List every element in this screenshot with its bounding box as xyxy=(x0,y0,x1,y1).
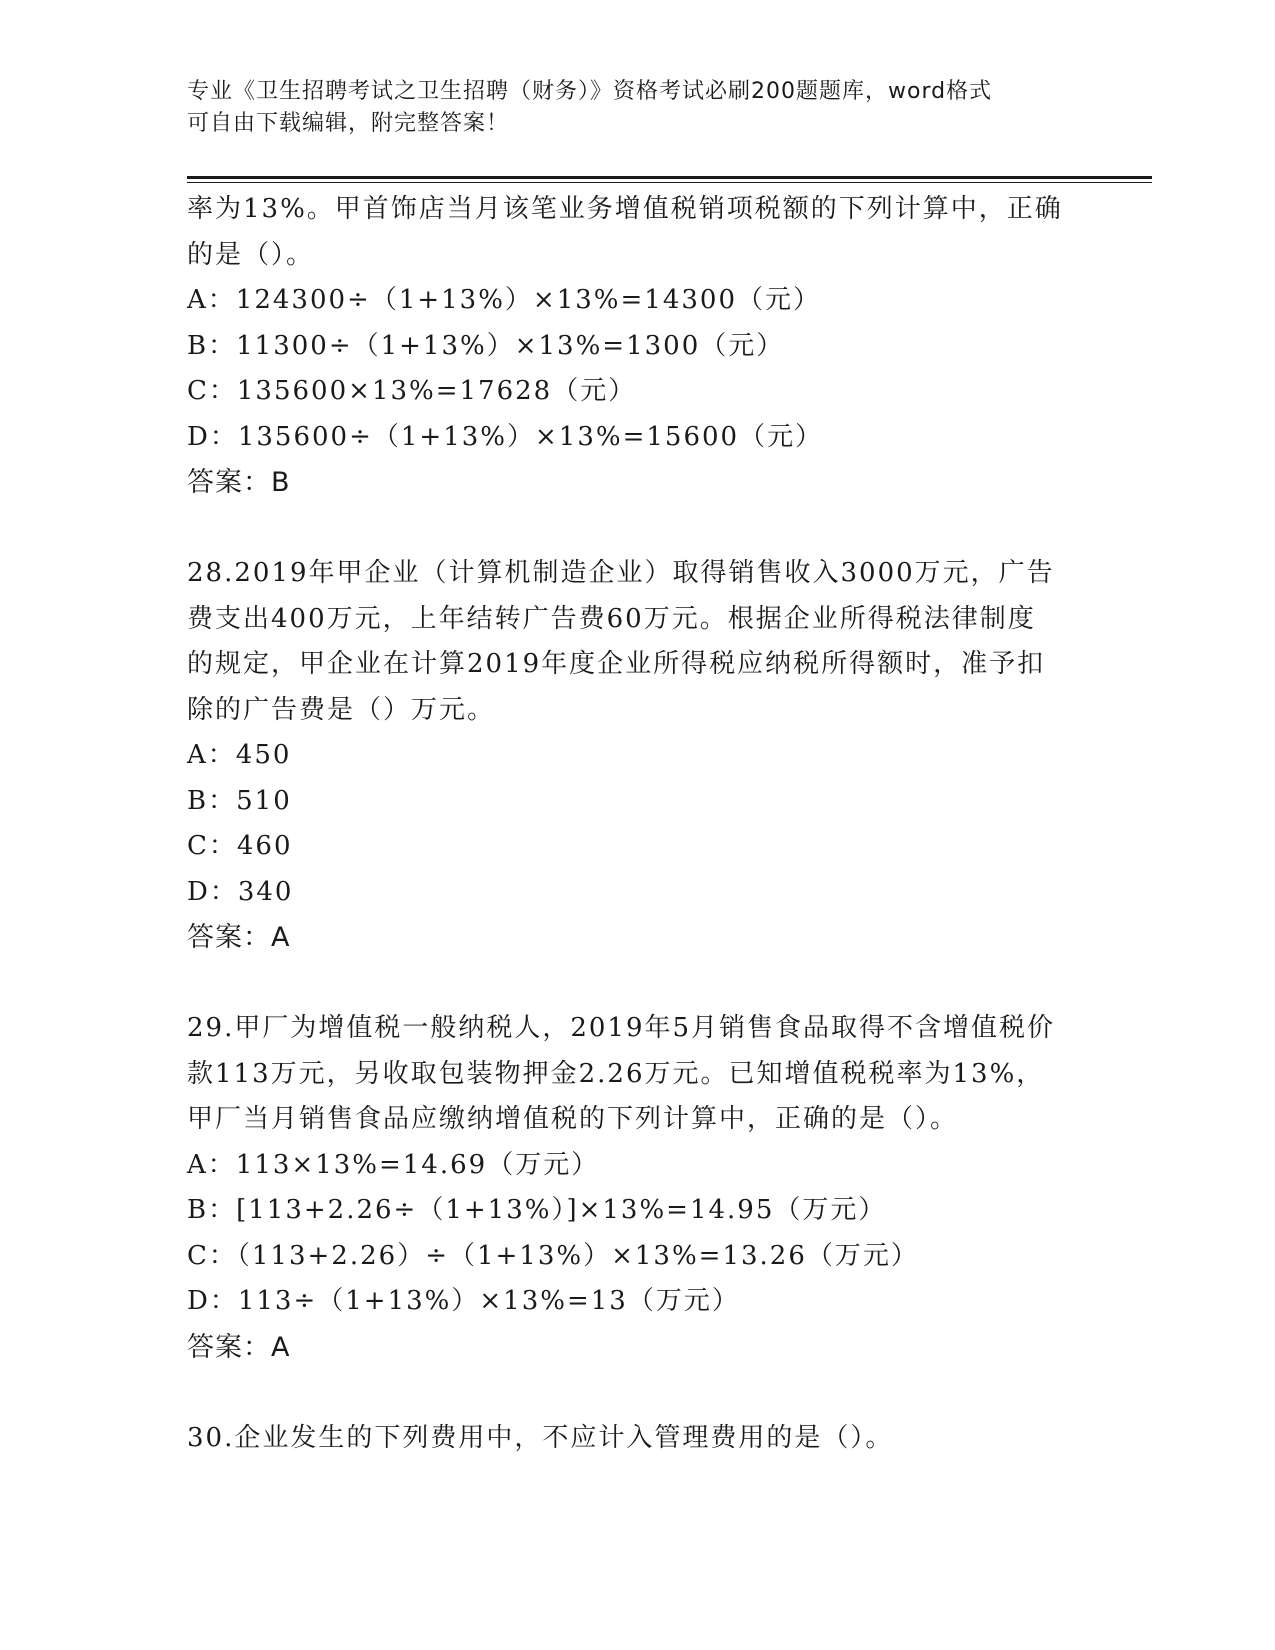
option-a: A：450 xyxy=(187,740,292,770)
option-d: D：113÷（1+13%）×13%=13（万元） xyxy=(187,1286,740,1316)
document-header xyxy=(187,76,1087,140)
question-28 xyxy=(187,551,1087,961)
spacer xyxy=(187,506,1087,552)
question-30 xyxy=(187,1416,1087,1462)
question-text-line: 费支出400万元，上年结转广告费60万元。根据企业所得税法律制度 xyxy=(187,603,1036,634)
question-text-line: 29.甲厂为增值税一般纳税人，2019年5月销售食品取得不含增值税价 xyxy=(187,1013,1056,1043)
question-text-line: 的规定，甲企业在计算2019年度企业所得税应纳税所得额时，准予扣 xyxy=(187,649,1046,679)
document-body xyxy=(187,187,1087,1461)
question-27 xyxy=(187,187,1087,506)
spacer xyxy=(187,961,1087,1007)
option-d: D：135600÷（1+13%）×13%=15600（元） xyxy=(187,421,824,452)
question-text-line: 30.企业发生的下列费用中，不应计入管理费用的是（）。 xyxy=(187,1422,894,1453)
option-c: C：460 xyxy=(187,831,293,861)
option-c: C：135600×13%=17628（元） xyxy=(187,376,637,406)
option-a: A：124300÷（1+13%）×13%=14300（元） xyxy=(187,285,821,315)
question-text-line: 款113万元，另收取包装物押金2.26万元。已知增值税税率为13%， xyxy=(187,1058,1045,1089)
option-d: D：340 xyxy=(187,876,294,907)
header-divider-thin xyxy=(187,182,1152,183)
question-text-line: 率为13%。甲首饰店当月该笔业务增值税销项税额的下列计算中，正确 xyxy=(187,194,1063,224)
header-line-2: 可自由下载编辑，附完整答案！ xyxy=(187,111,510,136)
answer: 答案：A xyxy=(187,1331,291,1363)
option-b: B：[113+2.26÷（1+13%）]×13%=14.95（万元） xyxy=(187,1195,887,1225)
answer: 答案：A xyxy=(187,922,291,953)
header-divider-thick xyxy=(187,176,1152,179)
question-29 xyxy=(187,1006,1087,1370)
option-b: B：510 xyxy=(187,785,292,816)
question-text-line: 的是（）。 xyxy=(187,239,315,270)
option-c: C：（113+2.26）÷（1+13%）×13%=13.26（万元） xyxy=(187,1240,919,1271)
answer: 答案：B xyxy=(187,467,291,498)
question-text-line: 除的广告费是（）万元。 xyxy=(187,694,496,725)
option-a: A：113×13%=14.69（万元） xyxy=(187,1149,600,1180)
header-line-1: 专业《卫生招聘考试之卫生招聘（财务）》资格考试必刷200题题库，word格式 xyxy=(187,79,993,104)
option-b: B：11300÷（1+13%）×13%=1300（元） xyxy=(187,330,785,361)
spacer xyxy=(187,1370,1087,1416)
question-text-line: 甲厂当月销售食品应缴纳增值税的下列计算中，正确的是（）。 xyxy=(187,1104,959,1134)
question-text-line: 28.2019年甲企业（计算机制造企业）取得销售收入3000万元，广告 xyxy=(187,558,1055,588)
